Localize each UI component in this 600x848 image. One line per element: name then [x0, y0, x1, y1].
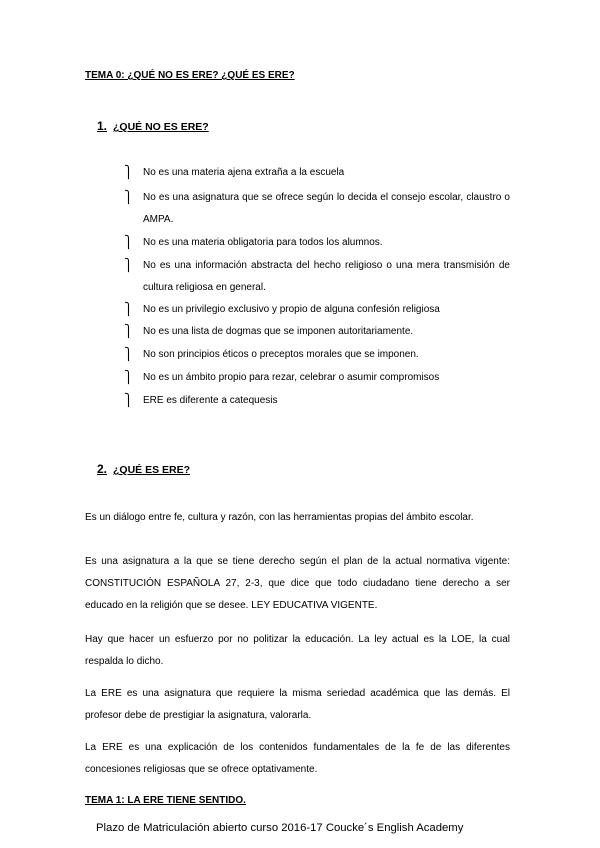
document-title: TEMA 0: ¿QUÉ NO ES ERE? ¿QUÉ ES ERE? — [85, 70, 295, 81]
bullet-icon: ⎫ — [124, 165, 133, 179]
bullet-icon: ⎫ — [124, 235, 133, 249]
page-footer: Plazo de Matriculación abierto curso 2016-17 Coucke´s English Academy — [96, 822, 464, 834]
list-item: ⎫ No es una materia ajena extraña a la escuela — [126, 162, 510, 184]
section-number: 2. — [97, 462, 108, 476]
list-item: ⎫ No son principios éticos o preceptos morales que se imponen. — [126, 344, 510, 366]
bullet-icon: ⎫ — [124, 347, 133, 361]
bullet-icon: ⎫ — [124, 324, 133, 338]
bullet-icon: ⎫ — [124, 370, 133, 384]
list-item: ⎫ No es un ámbito propio para rezar, celebrar o asumir compromisos — [126, 367, 510, 389]
section-heading-text: ¿QUÉ ES ERE? — [113, 464, 191, 476]
paragraph: Es un diálogo entre fe, cultura y razón, con las herramientas propias del ámbito escolar. — [85, 512, 474, 523]
list-item: ⎫ No es una lista de dogmas que se imponen autoritariamente. — [126, 321, 510, 343]
section-heading-2 — [97, 462, 190, 476]
paragraph: La ERE es una explicación de los contenidos fundamentales de la fe de las diferentes concesiones religiosas que se ofrece optativamente. — [85, 742, 510, 775]
bullet-icon: ⎫ — [124, 190, 133, 204]
section-number: 1. — [97, 119, 108, 133]
next-topic-heading: TEMA 1: LA ERE TIENE SENTIDO. — [85, 795, 246, 806]
section-heading-1 — [97, 119, 209, 133]
section-heading-text: ¿QUÉ NO ES ERE? — [113, 121, 209, 133]
bullet-icon: ⎫ — [124, 393, 133, 407]
list-item: ⎫ No es un privilegio exclusivo y propio de alguna confesión religiosa — [126, 299, 510, 321]
list-item: ⎫ No es una materia obligatoria para todos los alumnos. — [126, 232, 510, 254]
paragraph: La ERE es una asignatura que requiere la misma seriedad académica que las demás. El profesor debe de prestigiar la asignatura, valorarla. — [85, 688, 510, 721]
bullet-icon: ⎫ — [124, 258, 133, 272]
list-item: ⎫ No es una asignatura que se ofrece según lo decida el consejo escolar, claustro o AMPA. — [126, 187, 510, 231]
paragraph: Hay que hacer un esfuerzo por no politizar la educación. La ley actual es la LOE, la cual respalda lo dicho. — [85, 634, 510, 667]
list-item: ⎫ No es una información abstracta del hecho religioso o una mera transmisión de cultura religiosa en general. — [126, 255, 510, 299]
paragraph: Es una asignatura a la que se tiene derecho según el plan de la actual normativa vigente: CONSTITUCIÓN ESPAÑOLA 27, 2-3, que dice que todo ciudadano tiene derecho a ser educado en la religión que se desee. LEY EDUCATIVA VIGENTE. — [85, 556, 510, 611]
list-item: ⎫ ERE es diferente a catequesis — [126, 390, 510, 412]
bullet-icon: ⎫ — [124, 302, 133, 316]
